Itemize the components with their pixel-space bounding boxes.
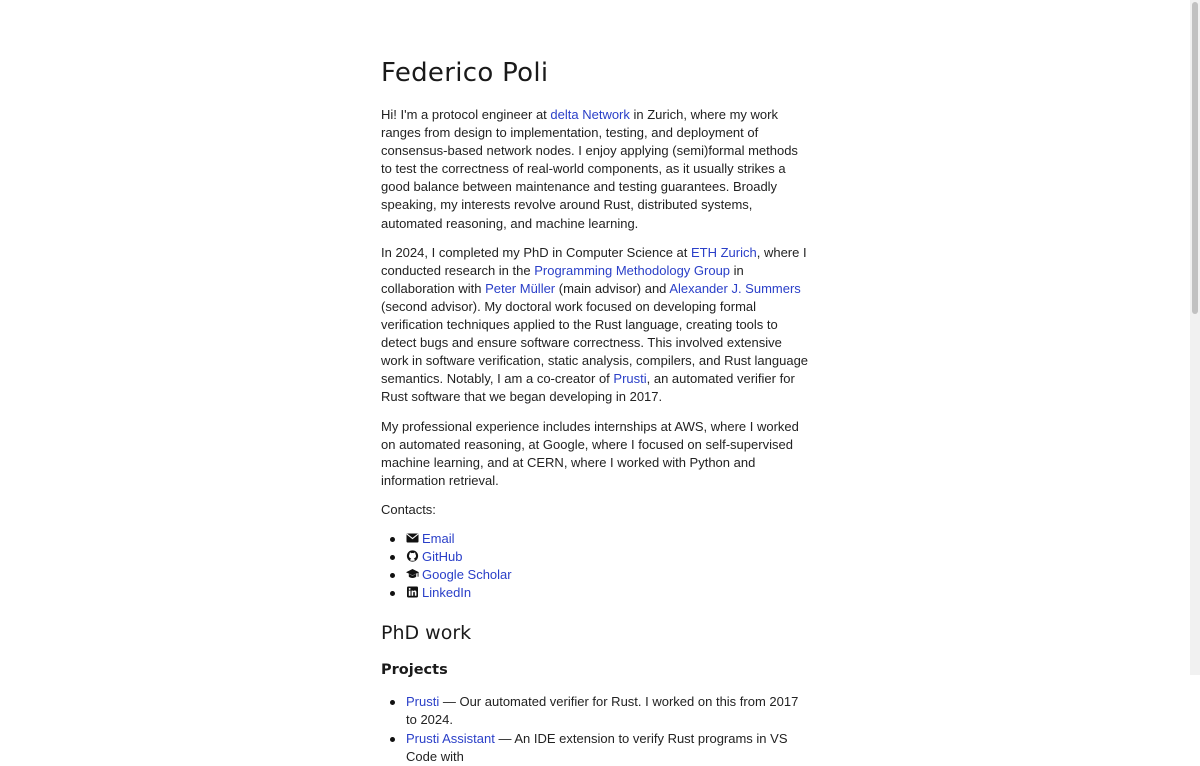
project-item-prusti	[406, 693, 811, 729]
page-title: Federico Poli	[381, 58, 549, 88]
main-content	[381, 106, 811, 766]
contact-item-linkedin	[406, 584, 811, 602]
delta-network-link[interactable]: delta Network	[550, 107, 630, 122]
phd-text: , where I conducted research in the	[381, 244, 807, 278]
phd-text: In 2024, I completed my PhD in Computer Science at	[381, 244, 691, 260]
project-description: — An IDE extension to verify Rust programs in VS Code with	[406, 730, 788, 764]
prusti-assistant-link[interactable]: Prusti Assistant	[406, 730, 495, 746]
scrollbar-thumb[interactable]	[1192, 2, 1198, 314]
contact-item-github	[406, 548, 811, 566]
vertical-scrollbar[interactable]	[1190, 0, 1200, 675]
prusti-link[interactable]: Prusti	[613, 371, 647, 387]
peter-muller-link[interactable]: Peter Müller	[485, 280, 556, 296]
intro-text: Hi! I'm a protocol engineer at	[381, 107, 551, 122]
project-item-prusti-assistant	[406, 730, 811, 766]
phd-text: , an automated verifier for Rust software that we began developing in 2017.	[381, 371, 795, 405]
intro-paragraph	[381, 106, 811, 233]
contact-item-google-scholar	[406, 566, 811, 584]
contacts-label: Contacts:	[381, 501, 436, 517]
github-icon	[406, 550, 419, 562]
alexander-summers-link[interactable]: Alexander J. Summers	[669, 280, 801, 296]
programming-methodology-group-link[interactable]: Programming Methodology Group	[534, 262, 731, 278]
project-description: — Our automated verifier for Rust. I worked on this from 2017 to 2024.	[406, 694, 799, 728]
phd-paragraph	[381, 244, 811, 407]
contacts-list	[381, 530, 811, 602]
eth-zurich-link[interactable]: ETH Zurich	[691, 244, 757, 260]
projects-list	[381, 693, 811, 765]
linkedin-icon	[406, 586, 419, 598]
intro-text: in Zurich, where my work ranges from design to implementation, testing, and deployment of consensus-based network nodes. I enjoy applying (semi)formal methods to test the correctness of real-world components, as it usually strikes a good balance between maintenance and testing guarantees. Broadly speaking, my interests revolve around Rust, distributed systems, automated reasoning, and machine learning.	[381, 107, 798, 231]
phd-text: (main advisor) and	[555, 280, 670, 296]
projects-heading: Projects	[381, 662, 448, 679]
experience-paragraph: My professional experience includes internships at AWS, where I worked on automated reasoning, at Google, where I focused on self-supervised machine learning, and at CERN, where I worked with Python and information retrieval.	[381, 418, 799, 488]
email-link[interactable]: Email	[422, 530, 455, 546]
graduation-cap-icon	[406, 568, 419, 580]
linkedin-link[interactable]: LinkedIn	[422, 585, 472, 601]
phd-text: in collaboration with	[381, 262, 744, 296]
github-link[interactable]: GitHub	[422, 549, 463, 565]
prusti-project-link[interactable]: Prusti	[406, 694, 440, 710]
envelope-icon	[406, 532, 419, 544]
phd-work-heading: PhD work	[381, 622, 472, 645]
google-scholar-link[interactable]: Google Scholar	[422, 567, 512, 583]
phd-text: (second advisor). My doctoral work focused on developing formal verification techniques applied to the Rust language, creating tools to detect bugs and ensure software correctness. This involved extensive work in software verification, static analysis, compilers, and Rust language semantics. Notably, I am a co-creator of	[381, 298, 809, 387]
contact-item-email	[406, 530, 811, 548]
